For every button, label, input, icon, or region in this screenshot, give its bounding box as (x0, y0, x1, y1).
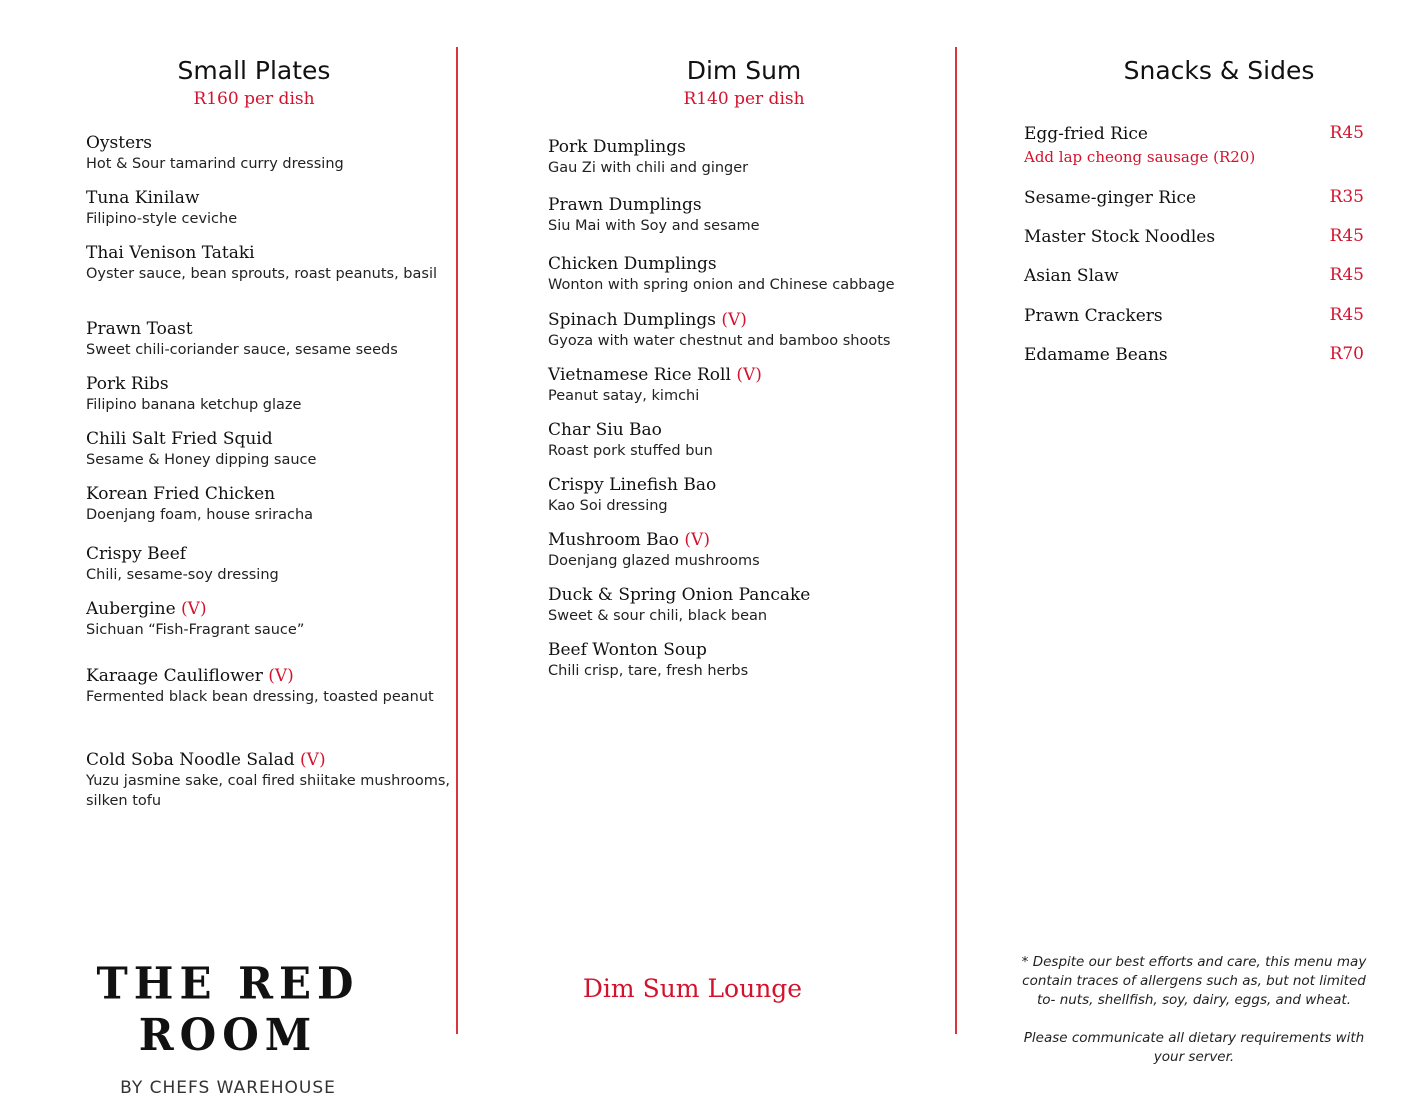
side-name: Sesame-ginger Rice (1024, 188, 1197, 208)
menu-item (548, 474, 928, 516)
item-name (86, 318, 466, 340)
vegetarian-badge: (V) (721, 310, 747, 330)
item-name (548, 309, 928, 331)
small-plates-price: R160 per dish (193, 89, 315, 109)
item-name (86, 187, 466, 209)
menu-item (86, 598, 466, 640)
item-description: Wonton with spring onion and Chinese cabbage (548, 277, 895, 293)
item-name (86, 428, 466, 450)
item-description: Siu Mai with Soy and sesame (548, 218, 760, 234)
item-name (548, 194, 928, 216)
item-name-text: Tuna Kinilaw (86, 188, 200, 208)
menu-item (86, 242, 466, 284)
menu-item (86, 373, 466, 415)
item-name (548, 584, 928, 606)
item-name-text: Duck & Spring Onion Pancake (548, 585, 811, 605)
item-name-text: Beef Wonton Soup (548, 640, 707, 660)
item-description: Filipino banana ketchup glaze (86, 397, 302, 413)
small-plates-header (74, 56, 434, 109)
item-name (86, 483, 466, 505)
item-description: Fermented black bean dressing, toasted peanut (86, 689, 434, 705)
vegetarian-badge: (V) (736, 365, 762, 385)
menu-item (548, 419, 928, 461)
vegetarian-badge: (V) (300, 750, 326, 770)
dim-sum-lounge-label: Dim Sum Lounge (582, 974, 803, 1003)
item-name-text: Thai Venison Tataki (86, 243, 255, 263)
item-name (86, 543, 466, 565)
side-name: Edamame Beans (1024, 345, 1168, 365)
side-price: R45 (1329, 123, 1364, 143)
item-name-text: Pork Ribs (86, 374, 169, 394)
sides-title: Snacks & Sides (1123, 56, 1315, 85)
divider-right (955, 47, 957, 1034)
menu-item (86, 543, 466, 585)
menu-item (86, 749, 466, 811)
side-item (1024, 305, 1364, 327)
side-name: Egg-fried Rice (1024, 124, 1148, 144)
item-description: Oyster sauce, bean sprouts, roast peanuts, basil (86, 266, 437, 282)
item-name-text: Char Siu Bao (548, 420, 662, 440)
vegetarian-badge: (V) (684, 530, 710, 550)
side-price: R45 (1329, 265, 1364, 285)
item-name-text: Prawn Toast (86, 319, 193, 339)
item-description: Doenjang glazed mushrooms (548, 553, 760, 569)
allergen-note: * Despite our best efforts and care, this menu may contain traces of allergens such as, but not limited to- nuts, shellfish, soy, dairy, eggs, and wheat. (1021, 954, 1367, 1008)
menu-item (86, 132, 466, 174)
item-name (86, 749, 466, 771)
item-description: Gyoza with water chestnut and bamboo shoots (548, 333, 891, 349)
menu-item (548, 253, 928, 295)
item-name (86, 665, 466, 687)
menu-item (86, 665, 466, 707)
item-name-text: Karaage Cauliflower (86, 666, 263, 686)
logo-subtitle: BY CHEFS WAREHOUSE (120, 1078, 336, 1098)
sides-header (1039, 56, 1399, 85)
menu-item (86, 187, 466, 229)
item-name-text: Prawn Dumplings (548, 195, 702, 215)
side-price: R35 (1329, 187, 1364, 207)
menu-item (548, 584, 928, 626)
dim-sum-header (564, 56, 924, 109)
side-item (1024, 344, 1364, 366)
item-name (86, 598, 466, 620)
side-item (1024, 187, 1364, 209)
item-name-text: Crispy Linefish Bao (548, 475, 717, 495)
menu-item (548, 639, 928, 681)
item-name (86, 242, 466, 264)
item-description: Sweet & sour chili, black bean (548, 608, 768, 624)
dim-sum-title: Dim Sum (686, 56, 802, 85)
item-description: Roast pork stuffed bun (548, 443, 713, 459)
menu-item (548, 136, 928, 178)
item-name-text: Cold Soba Noodle Salad (86, 750, 295, 770)
menu-item (86, 318, 466, 360)
item-description: Kao Soi dressing (548, 498, 668, 514)
item-name (548, 474, 928, 496)
menu-item (86, 483, 466, 525)
item-name-text: Spinach Dumplings (548, 310, 716, 330)
item-name (548, 639, 928, 661)
item-name (548, 529, 928, 551)
item-name-text: Pork Dumplings (548, 137, 686, 157)
item-name-text: Korean Fried Chicken (86, 484, 276, 504)
item-name (86, 132, 466, 154)
item-name-text: Oysters (86, 133, 153, 153)
side-addon-note: Add lap cheong sausage (R20) (1024, 148, 1256, 166)
item-name (548, 253, 928, 275)
item-description: Sichuan “Fish-Fragrant sauce” (86, 622, 305, 638)
menu-item (548, 194, 928, 236)
item-description: Filipino-style ceviche (86, 211, 238, 227)
menu-item (86, 428, 466, 470)
item-description: Chili crisp, tare, fresh herbs (548, 663, 749, 679)
item-description: Gau Zi with chili and ginger (548, 160, 749, 176)
item-name-text: Chili Salt Fried Squid (86, 429, 273, 449)
item-name (548, 364, 928, 386)
item-description: Doenjang foam, house sriracha (86, 507, 314, 523)
menu-item (548, 364, 928, 406)
item-name-text: Crispy Beef (86, 544, 187, 564)
side-name: Master Stock Noodles (1024, 227, 1216, 247)
item-name-text: Mushroom Bao (548, 530, 680, 550)
item-name (548, 419, 928, 441)
allergen-disclaimer (1012, 953, 1376, 1086)
item-description: Sesame & Honey dipping sauce (86, 452, 317, 468)
red-room-logo (62, 957, 394, 1098)
item-description: Sweet chili-coriander sauce, sesame seeds (86, 342, 398, 358)
item-name-text: Vietnamese Rice Roll (548, 365, 731, 385)
item-description: Hot & Sour tamarind curry dressing (86, 156, 344, 172)
item-description: Peanut satay, kimchi (548, 388, 700, 404)
dim-sum-price: R140 per dish (683, 89, 805, 109)
logo-wordmark: THE RED ROOM (96, 957, 360, 1061)
side-item (1024, 123, 1364, 166)
dietary-note: Please communicate all dietary requirements with your server. (1023, 1030, 1365, 1065)
side-name: Prawn Crackers (1024, 306, 1163, 326)
item-description: Yuzu jasmine sake, coal fired shiitake mushrooms, silken tofu (86, 773, 450, 809)
item-name (86, 373, 466, 395)
item-name (548, 136, 928, 158)
side-item (1024, 265, 1364, 287)
menu-item (548, 309, 928, 351)
item-name-text: Aubergine (86, 599, 176, 619)
side-price: R45 (1329, 305, 1364, 325)
side-price: R45 (1329, 226, 1364, 246)
side-item (1024, 226, 1364, 248)
vegetarian-badge: (V) (268, 666, 294, 686)
item-description: Chili, sesame-soy dressing (86, 567, 279, 583)
menu-item (548, 529, 928, 571)
side-name: Asian Slaw (1024, 266, 1119, 286)
side-price: R70 (1329, 344, 1364, 364)
item-name-text: Chicken Dumplings (548, 254, 717, 274)
vegetarian-badge: (V) (181, 599, 207, 619)
small-plates-title: Small Plates (177, 56, 331, 85)
